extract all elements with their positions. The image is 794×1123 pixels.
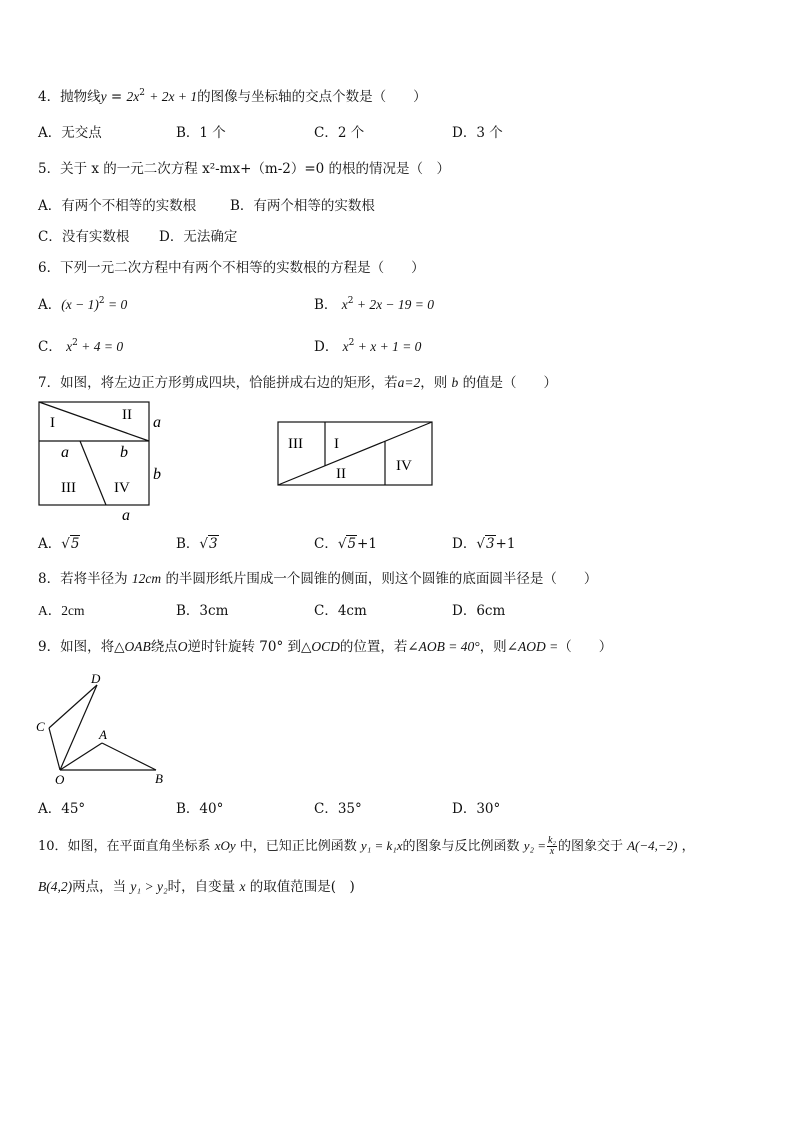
question-10: 10．如图，在平面直角坐标系 xOy 中，已知正比例函数 y₁ = k₁x的图象与反比例函数 y₂ = $\frac{\text{k₂}}{x}$ 的图象交于 A(−4,−2) ， <box>38 835 695 857</box>
square-slant-cut <box>80 441 106 505</box>
rect-I-label: I <box>334 436 339 452</box>
q4-option-b: B．1 个 <box>176 125 226 141</box>
rect-IV-label: IV <box>396 458 412 474</box>
q4-prefix: 4．抛物线 <box>38 89 101 105</box>
q4-expr-b: + 2x + 1 <box>149 89 198 104</box>
point-D-label: D <box>91 671 101 686</box>
question-5: 5．关于 x 的一元二次方程 x²-mx+（m-2）=0 的根的情况是（ ） <box>38 161 451 177</box>
piece-II-label: II <box>122 407 132 423</box>
q9-rotation-figure <box>30 668 180 788</box>
side-b-label: b <box>153 466 161 483</box>
q7-square-figure <box>30 398 180 528</box>
piece-III-label: III <box>61 480 76 496</box>
square-outline <box>39 402 149 505</box>
piece-I-label: I <box>50 415 55 431</box>
point-C-label: C <box>36 719 45 734</box>
q4-option-d: D．3 个 <box>452 125 503 141</box>
q6-option-d: D． $x^2 + x + 1 = 0$ <box>314 338 422 355</box>
q4-expr-pow: 2 <box>139 88 145 98</box>
q5-option-b: B．有两个相等的实数根 <box>230 198 375 214</box>
rect-III-label: III <box>288 436 303 452</box>
q8-option-b: B．3cm <box>176 603 229 619</box>
segment-OC <box>49 728 60 770</box>
q5-option-d: D．无法确定 <box>159 229 238 245</box>
q8-option-d: D．6cm <box>452 603 506 619</box>
segment-AB <box>102 743 156 770</box>
q7-rectangle-figure <box>270 416 440 492</box>
piece-IV-label: IV <box>114 480 130 496</box>
q4-expr-lhs: y <box>100 89 107 104</box>
question-9: 9．如图，将△OAB绕点O逆时针旋转 70° 到△OCD的位置，若∠AOB = 40°，则∠AOD =（ ） <box>38 639 613 655</box>
point-A-label: A <box>99 727 107 742</box>
q4-expr-a: 2x <box>126 89 140 104</box>
q5-option-a: A．有两个不相等的实数根 <box>38 198 197 214</box>
q4-suffix: 的图像与坐标轴的交点个数是（ ） <box>197 89 427 105</box>
q4-option-c: C．2 个 <box>314 125 365 141</box>
q7-option-b: B．√3 <box>176 536 218 552</box>
inner-a-label: a <box>61 444 69 461</box>
rect-II-label: II <box>336 466 346 482</box>
question-6: 6．下列一元二次方程中有两个不相等的实数根的方程是（ ） <box>38 260 425 276</box>
question-10-cont: B(4,2)两点，当 y₁ > y₂时，自变量 x 的取值范围是( ) <box>38 879 355 895</box>
q8-option-c: C．4cm <box>314 603 367 619</box>
q5-option-c: C．没有实数根 <box>38 229 130 245</box>
q9-option-c: C．35° <box>314 801 362 817</box>
segment-CD <box>49 685 97 728</box>
square-diagonal-cut <box>39 402 149 441</box>
point-O-label: O <box>55 772 65 787</box>
q9-option-d: D．30° <box>452 801 501 817</box>
q9-option-a: A．45° <box>38 801 86 817</box>
segment-OD <box>60 685 97 770</box>
question-7: 7．如图，将左边正方形剪成四块，恰能拼成右边的矩形，若a=2，则 b 的值是（ ） <box>38 375 558 391</box>
q8-option-a: A．2cm <box>38 603 85 618</box>
q6-option-b: B． $x^2 + 2x - 19 = 0$ <box>314 296 435 313</box>
q7-option-c: C．√5+1 <box>314 536 377 552</box>
q4-option-a: A．无交点 <box>38 125 102 141</box>
q7-option-d: D．√3+1 <box>452 536 516 552</box>
q7-option-a: A．√5 <box>38 536 80 552</box>
rectangle-diagonal <box>278 422 432 485</box>
question-4: 4．抛物线$y = 2x^2 + 2x + 1$的图像与坐标轴的交点个数是（ ） <box>38 88 427 105</box>
side-a-label: a <box>153 414 161 431</box>
bottom-a-label: a <box>122 507 130 524</box>
inner-b-label: b <box>120 444 128 461</box>
q9-option-b: B．40° <box>176 801 224 817</box>
question-8: 8．若将半径为 12cm 的半圆形纸片围成一个圆锥的侧面，则这个圆锥的底面圆半径是（ ） <box>38 571 598 587</box>
point-B-label: B <box>155 771 163 786</box>
q6-option-c: C． $x^2 + 4 = 0$ <box>38 338 124 355</box>
q6-option-a: A．$(x - 1)^2 = 0$ <box>38 296 128 313</box>
